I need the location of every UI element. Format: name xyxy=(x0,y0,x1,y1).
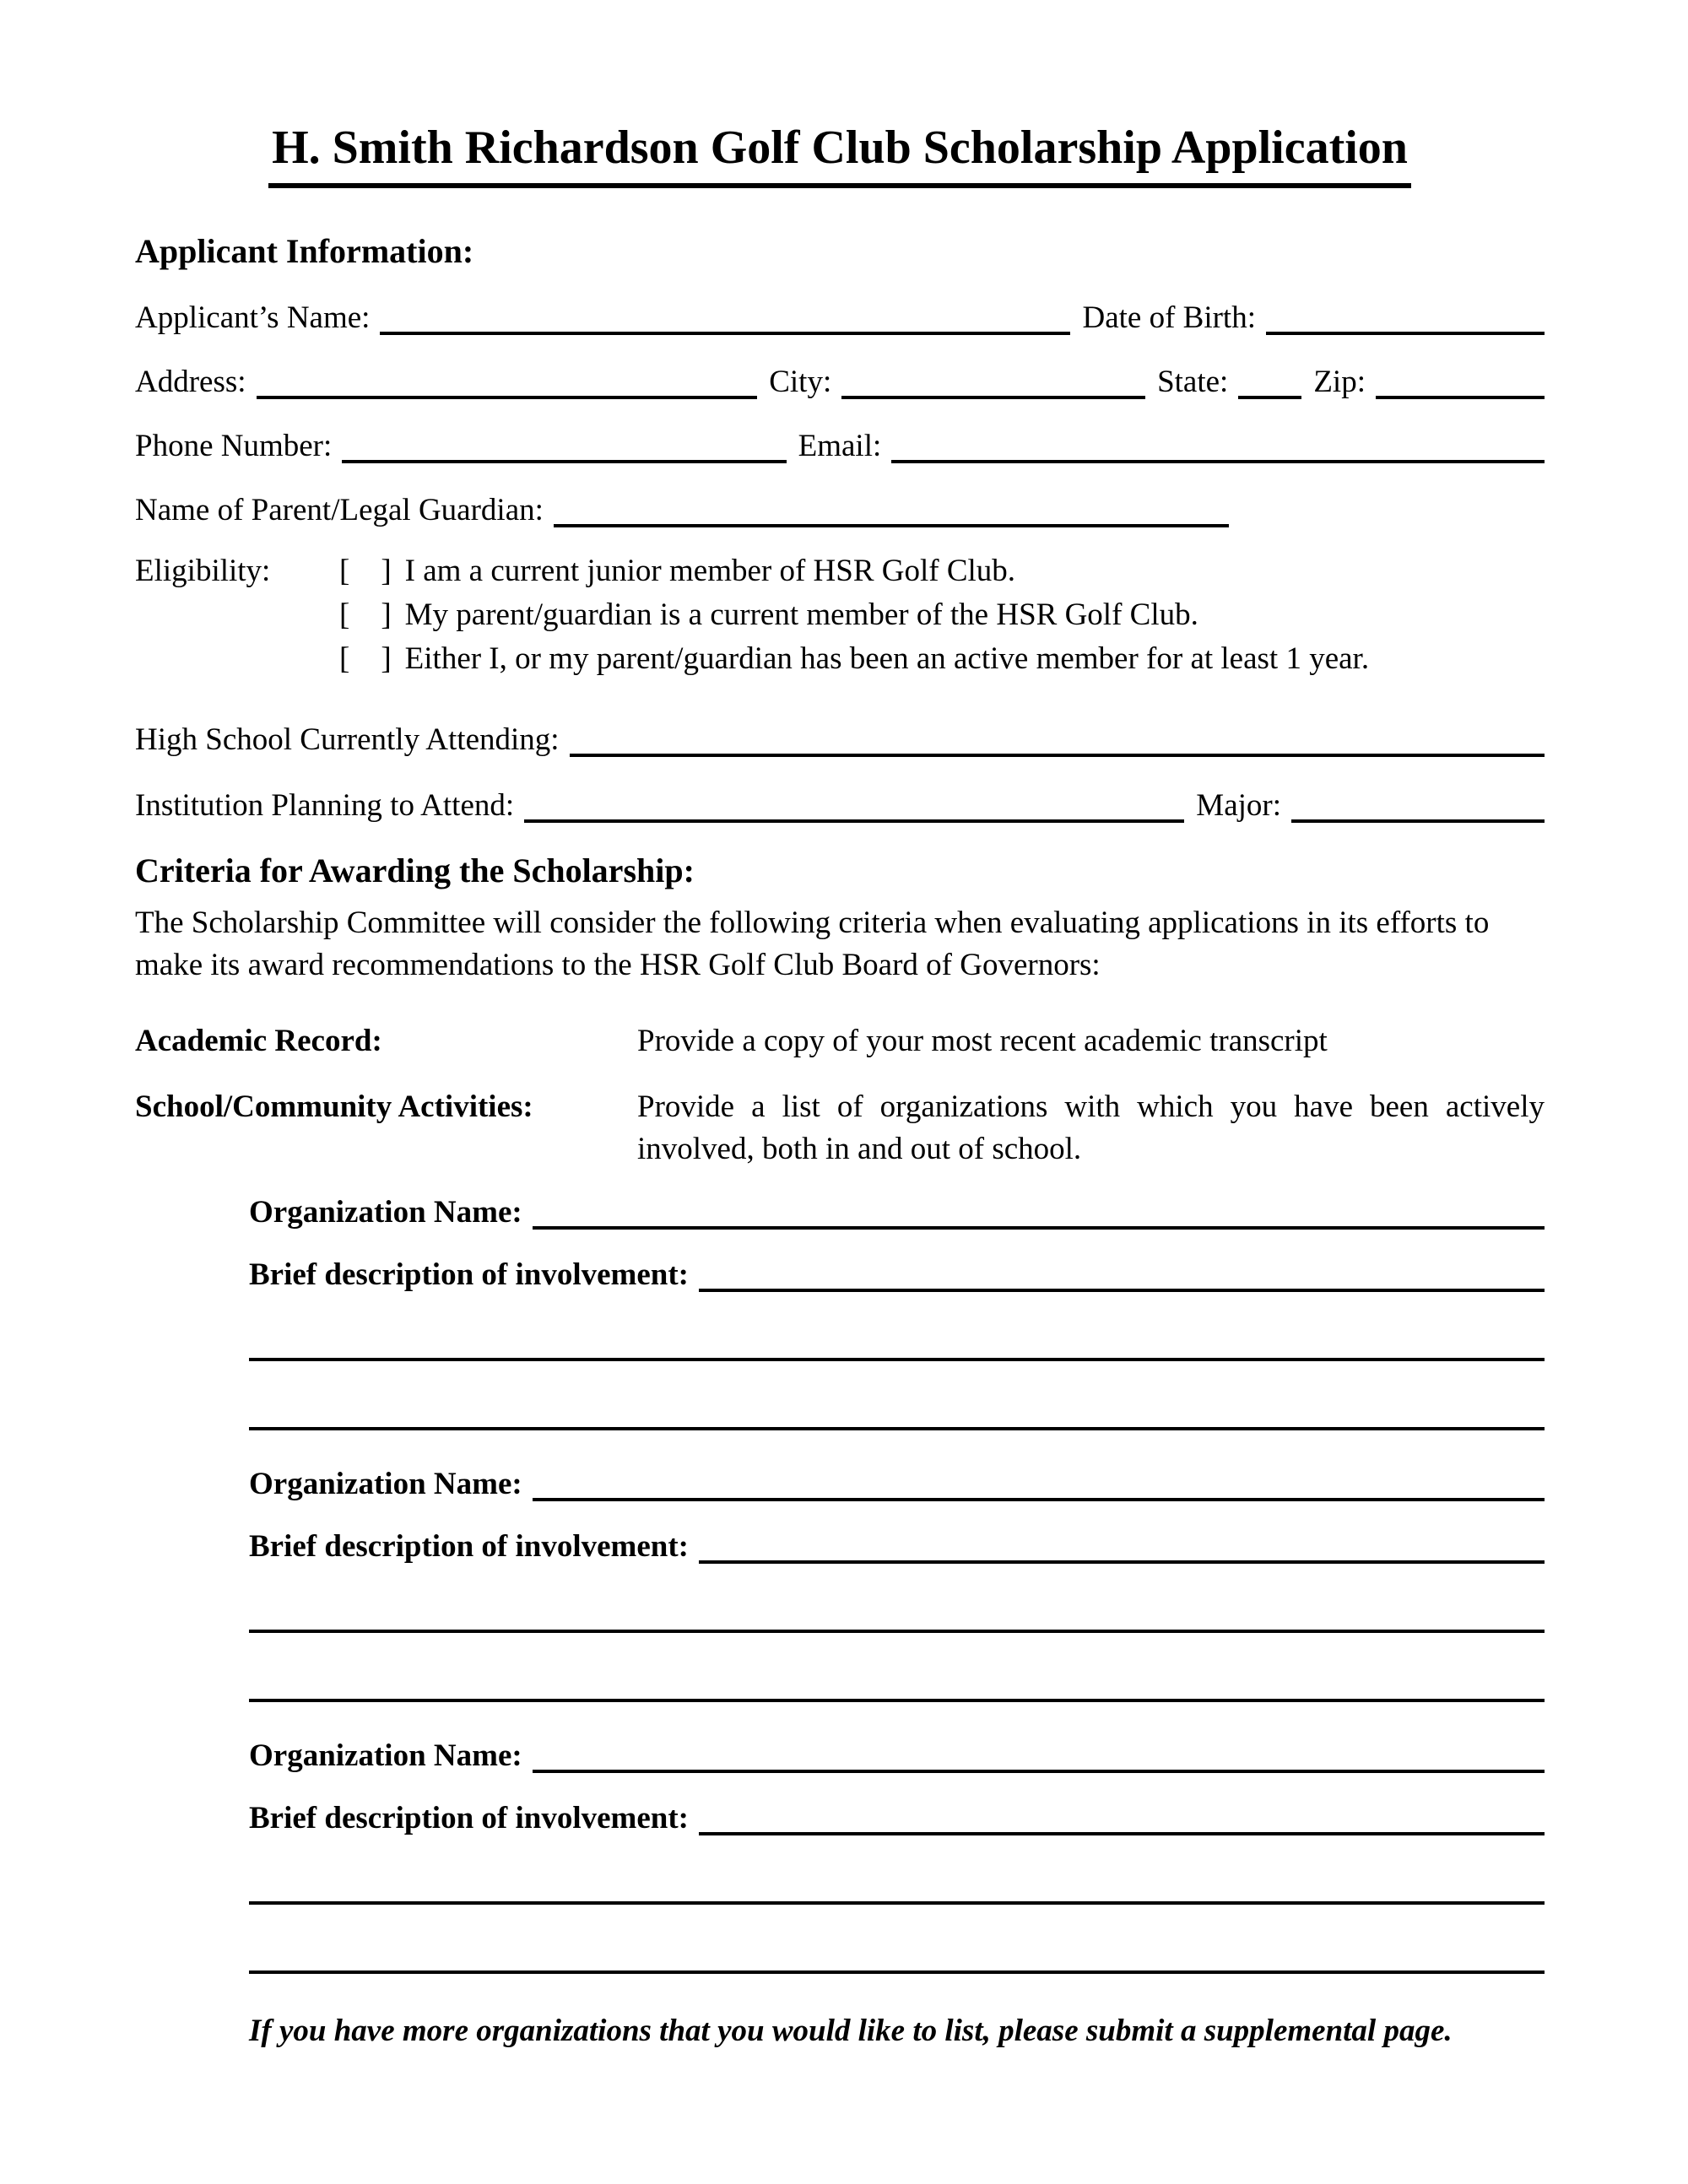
org3-name-row xyxy=(249,1714,1545,1773)
eligibility-label: Eligibility: xyxy=(135,553,271,588)
major-input[interactable] xyxy=(1291,786,1545,823)
row-institution-major xyxy=(135,757,1545,823)
org2-description-label: Brief description of involvement: xyxy=(249,1528,689,1564)
title-container xyxy=(135,122,1545,188)
org1-description-row xyxy=(249,1230,1545,1292)
guardian-input[interactable] xyxy=(554,490,1229,527)
org3-description-row xyxy=(249,1773,1545,1835)
state-input[interactable] xyxy=(1238,362,1301,399)
address-input[interactable] xyxy=(257,362,758,399)
city-label: City: xyxy=(769,364,832,399)
row-address xyxy=(135,335,1545,399)
org1-name-label: Organization Name: xyxy=(249,1194,522,1230)
email-label: Email: xyxy=(798,428,882,463)
organization-entry-1 xyxy=(249,1170,1545,1430)
activities-label: School/Community Activities: xyxy=(135,1089,533,1124)
org1-description-line2-input[interactable] xyxy=(249,1292,1545,1361)
checkbox-active-member[interactable]: [ ] xyxy=(339,641,392,676)
eligibility-option-label: My parent/guardian is a current member of the HSR Golf Club. xyxy=(404,597,1198,632)
row-phone-email xyxy=(135,399,1545,463)
org3-name-label: Organization Name: xyxy=(249,1738,522,1773)
phone-label: Phone Number: xyxy=(135,428,333,463)
org1-name-row xyxy=(249,1170,1545,1230)
org1-description-label: Brief description of involvement: xyxy=(249,1257,689,1292)
checkbox-junior-member[interactable]: [ ] xyxy=(339,553,392,588)
eligibility-block xyxy=(135,549,1545,681)
org2-name-input[interactable] xyxy=(533,1464,1545,1501)
city-input[interactable] xyxy=(841,362,1145,399)
phone-input[interactable] xyxy=(342,426,786,463)
org3-description-line2-input[interactable] xyxy=(249,1835,1545,1905)
org3-description-label: Brief description of involvement: xyxy=(249,1800,689,1835)
high-school-input[interactable] xyxy=(570,720,1545,757)
eligibility-option-label: Either I, or my parent/guardian has been an active member for at least 1 year. xyxy=(404,641,1370,676)
row-name-dob xyxy=(135,271,1545,335)
eligibility-option-label: I am a current junior member of HSR Golf Club. xyxy=(404,553,1016,588)
org2-name-label: Organization Name: xyxy=(249,1466,522,1501)
activities-description: Provide a list of organizations with which you have been actively involved, both in and out of school. xyxy=(637,1089,1545,1166)
org2-description-line2-input[interactable] xyxy=(249,1564,1545,1633)
criteria-item-academic-record xyxy=(135,1020,1545,1062)
org2-name-row xyxy=(249,1442,1545,1501)
row-high-school xyxy=(135,693,1545,757)
eligibility-option-parent-member xyxy=(339,593,1545,637)
applicant-name-label: Applicant’s Name: xyxy=(135,300,371,335)
supplemental-note: If you have more organizations that you would like to list, please submit a supplemental page. xyxy=(249,2013,1453,2048)
org2-description-row xyxy=(249,1501,1545,1564)
org3-description-input[interactable] xyxy=(699,1798,1545,1835)
institution-input[interactable] xyxy=(524,786,1184,823)
eligibility-option-active-member xyxy=(339,637,1545,681)
applicant-info-heading: Applicant Information: xyxy=(135,231,474,270)
institution-label: Institution Planning to Attend: xyxy=(135,787,515,823)
org1-description-input[interactable] xyxy=(699,1255,1545,1292)
eligibility-option-junior-member xyxy=(339,549,1545,593)
major-label: Major: xyxy=(1196,787,1281,823)
org3-name-input[interactable] xyxy=(533,1736,1545,1773)
academic-record-label: Academic Record: xyxy=(135,1023,382,1058)
org2-description-line3-input[interactable] xyxy=(249,1633,1545,1702)
organization-entry-2 xyxy=(249,1442,1545,1702)
organizations-section xyxy=(249,1170,1545,1974)
high-school-label: High School Currently Attending: xyxy=(135,722,560,757)
guardian-label: Name of Parent/Legal Guardian: xyxy=(135,492,544,527)
org1-name-input[interactable] xyxy=(533,1192,1545,1230)
criteria-heading: Criteria for Awarding the Scholarship: xyxy=(135,851,695,889)
email-input[interactable] xyxy=(891,426,1545,463)
dob-label: Date of Birth: xyxy=(1082,300,1256,335)
applicant-name-input[interactable] xyxy=(380,298,1070,335)
checkbox-parent-member[interactable]: [ ] xyxy=(339,597,392,632)
organization-entry-3 xyxy=(249,1714,1545,1974)
dob-input[interactable] xyxy=(1266,298,1545,335)
zip-label: Zip: xyxy=(1313,364,1366,399)
org3-description-line3-input[interactable] xyxy=(249,1905,1545,1974)
org2-description-input[interactable] xyxy=(699,1527,1545,1564)
zip-input[interactable] xyxy=(1376,362,1545,399)
academic-record-description: Provide a copy of your most recent academic transcript xyxy=(637,1023,1328,1058)
org1-description-line3-input[interactable] xyxy=(249,1361,1545,1430)
eligibility-options xyxy=(339,549,1545,681)
address-label: Address: xyxy=(135,364,246,399)
criteria-item-activities xyxy=(135,1086,1545,1170)
criteria-intro: The Scholarship Committee will consider the following criteria when evaluating applications in its efforts to make its award recommendations to the HSR Golf Club Board of Governors: xyxy=(135,905,1490,982)
row-guardian xyxy=(135,463,1545,527)
page-title: H. Smith Richardson Golf Club Scholarship Application xyxy=(268,122,1411,188)
state-label: State: xyxy=(1157,364,1229,399)
